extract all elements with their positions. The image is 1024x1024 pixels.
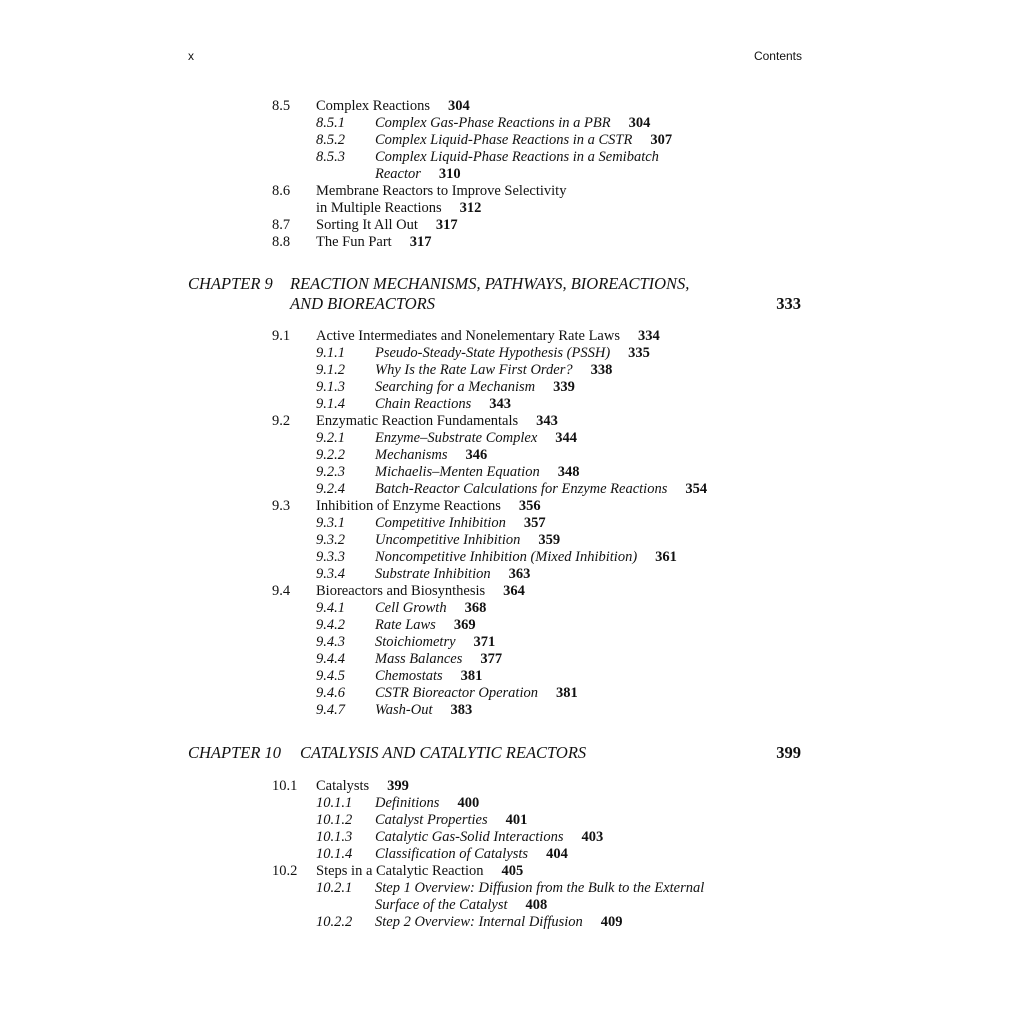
toc-subsection[interactable] [0, 379, 1024, 396]
toc-subsection[interactable] [0, 396, 1024, 413]
toc-section[interactable] [0, 183, 1024, 217]
entry-title-text: Pseudo-Steady-State Hypothesis (PSSH) [375, 345, 611, 361]
entry-title [375, 481, 707, 498]
entry-number: 9.4.1 [316, 600, 345, 616]
entry-page-number: 356 [518, 498, 541, 514]
entry-title-text: Mass Balances [375, 651, 463, 667]
entry-number: 9.4.4 [316, 651, 345, 667]
entry-title [316, 413, 558, 430]
toc-section[interactable] [0, 98, 1024, 115]
entry-number: 10.1.4 [316, 846, 353, 862]
entry-title-text: CSTR Bioreactor Operation [375, 685, 538, 701]
entry-title-text: Complex Gas-Phase Reactions in a PBR [375, 115, 611, 131]
toc-subsection[interactable] [0, 651, 1024, 668]
toc-subsection[interactable] [0, 481, 1024, 498]
entry-number: 8.5.1 [316, 115, 345, 131]
entry-title [316, 234, 431, 251]
entry-number: 8.7 [272, 217, 291, 233]
entry-page-number: 408 [525, 897, 548, 913]
entry-page-number: 381 [460, 668, 483, 684]
entry-number: 9.1.1 [316, 345, 345, 361]
entry-title-text: Stoichiometry [375, 634, 456, 650]
entry-title-text: Classification of Catalysts [375, 846, 529, 862]
entry-title [375, 115, 650, 132]
entry-number: 9.2.1 [316, 430, 345, 446]
entry-title-text: The Fun Part [316, 234, 392, 250]
entry-page-number: 404 [546, 846, 568, 862]
entry-page-number: 348 [557, 464, 580, 480]
entry-title [375, 651, 502, 668]
entry-page-number: 377 [480, 651, 503, 667]
toc-subsection[interactable] [0, 846, 1024, 863]
toc-subsection[interactable] [0, 914, 1024, 931]
entry-title [375, 668, 482, 685]
entry-title-text: Steps in a Catalytic Reaction [316, 863, 484, 879]
entry-number: 9.4 [272, 583, 291, 599]
entry-page-number: 335 [628, 345, 650, 361]
entry-number: 9.3.2 [316, 532, 345, 548]
entry-page-number: 359 [538, 532, 561, 548]
toc-subsection[interactable] [0, 447, 1024, 464]
entry-page-number: 381 [555, 685, 578, 701]
entry-number: 9.2.2 [316, 447, 345, 463]
running-header: Contents [753, 49, 802, 63]
entry-title [316, 217, 458, 234]
entry-title [375, 829, 603, 846]
chapter-label: CHAPTER 9 [188, 274, 273, 293]
entry-page-number: 361 [655, 549, 677, 565]
entry-title [375, 600, 486, 617]
entry-page-number: 409 [600, 914, 623, 930]
entry-page-number: 401 [505, 812, 528, 828]
toc-subsection[interactable] [0, 362, 1024, 379]
entry-page-number: 304 [628, 115, 651, 131]
entry-title-text: Why Is the Rate Law First Order? [375, 362, 573, 378]
entry-page-number: 312 [459, 200, 482, 216]
entry-page-number: 317 [409, 234, 432, 250]
entry-title [375, 430, 577, 447]
toc-subsection[interactable] [0, 430, 1024, 447]
toc-subsection[interactable] [0, 685, 1024, 702]
toc-subsection[interactable] [0, 829, 1024, 846]
entry-number: 9.4.2 [316, 617, 345, 633]
toc-subsection[interactable] [0, 702, 1024, 719]
toc-subsection[interactable] [0, 880, 1024, 914]
entry-title [375, 795, 479, 812]
entry-number: 10.2 [272, 863, 298, 879]
toc-subsection[interactable] [0, 515, 1024, 532]
entry-number: 9.4.7 [316, 702, 345, 718]
entry-title [375, 812, 527, 829]
toc-section[interactable] [0, 413, 1024, 430]
entry-page-number: 403 [581, 829, 604, 845]
entry-page-number: 405 [501, 863, 524, 879]
entry-title: Membrane Reactors to Improve Selectivity [316, 183, 567, 199]
entry-number: 9.1.4 [316, 396, 345, 412]
entry-title-text: Noncompetitive Inhibition (Mixed Inhibition) [375, 549, 638, 565]
entry-title [375, 345, 650, 362]
entry-page-number: 357 [523, 515, 546, 531]
entry-number: 9.2.4 [316, 481, 345, 497]
chapter-label: CHAPTER 10 [188, 743, 282, 762]
entry-page-number: 364 [503, 583, 525, 599]
entry-number: 10.2.1 [316, 880, 353, 896]
entry-page-number: 343 [489, 396, 512, 412]
entry-page-number: 346 [465, 447, 488, 463]
entry-title [375, 132, 672, 149]
entry-number: 10.1 [272, 778, 298, 794]
toc-subsection[interactable] [0, 149, 1024, 183]
toc-subsection[interactable] [0, 345, 1024, 362]
entry-number: 9.2 [272, 413, 291, 429]
entry-title-text: Reactor [375, 166, 421, 182]
entry-page-number: 371 [473, 634, 496, 650]
entry-title [375, 846, 568, 863]
entry-title [316, 200, 481, 217]
entry-title [375, 634, 495, 651]
entry-title [375, 566, 530, 583]
toc-subsection[interactable] [0, 132, 1024, 149]
entry-title-text: Mechanisms [375, 447, 448, 463]
entry-title-text: in Multiple Reactions [316, 200, 442, 216]
entry-title [375, 897, 547, 914]
entry-title [375, 702, 472, 719]
toc-section[interactable] [0, 778, 1024, 795]
toc-section[interactable] [0, 328, 1024, 345]
entry-page-number: 343 [536, 413, 558, 429]
entry-title-text: Cell Growth [375, 600, 447, 616]
toc-subsection[interactable] [0, 464, 1024, 481]
entry-title-text: Batch-Reactor Calculations for Enzyme Reactions [375, 481, 668, 497]
entry-title-text: Bioreactors and Biosynthesis [316, 583, 486, 599]
entry-title-text: Complex Liquid-Phase Reactions in a CSTR [375, 132, 633, 148]
entry-number: 10.1.1 [316, 795, 353, 811]
entry-page-number: 368 [464, 600, 487, 616]
entry-title-text: Chemostats [375, 668, 443, 684]
entry-page-number: 363 [508, 566, 531, 582]
entry-title [375, 447, 487, 464]
entry-title-text: Complex Reactions [316, 98, 430, 114]
entry-number: 8.5.2 [316, 132, 345, 148]
chapter-page-number: 333 [776, 294, 801, 313]
entry-number: 9.1.3 [316, 379, 345, 395]
entry-title [375, 379, 575, 396]
entry-number: 8.5 [272, 98, 291, 114]
chapter-page-number: 399 [776, 743, 801, 762]
chapter-title: AND BIOREACTORS [290, 294, 435, 313]
entry-title-text: Wash-Out [375, 702, 433, 718]
entry-title [316, 328, 660, 345]
entry-title-text: Rate Laws [375, 617, 436, 633]
entry-title [375, 532, 560, 549]
toc-section[interactable] [0, 217, 1024, 234]
entry-page-number: 339 [553, 379, 575, 395]
toc-subsection[interactable] [0, 634, 1024, 651]
toc-section[interactable] [0, 583, 1024, 600]
entry-title [316, 583, 525, 600]
entry-page-number: 383 [450, 702, 473, 718]
entry-number: 9.4.5 [316, 668, 345, 684]
entry-title-text: Step 2 Overview: Internal Diffusion [375, 914, 583, 930]
toc-subsection[interactable] [0, 532, 1024, 549]
entry-number: 10.1.2 [316, 812, 353, 828]
entry-number: 10.1.3 [316, 829, 353, 845]
entry-page-number: 354 [685, 481, 708, 497]
entry-page-number: 304 [447, 98, 470, 114]
entry-page-number: 399 [387, 778, 409, 794]
entry-title [375, 685, 578, 702]
entry-title [375, 362, 612, 379]
entry-number: 9.1 [272, 328, 291, 344]
entry-title [375, 515, 546, 532]
entry-title-text: Uncompetitive Inhibition [375, 532, 521, 548]
entry-number: 9.4.6 [316, 685, 345, 701]
entry-number: 9.4.3 [316, 634, 345, 650]
entry-page-number: 344 [555, 430, 578, 446]
chapter-title: REACTION MECHANISMS, PATHWAYS, BIOREACTIONS, [290, 274, 690, 293]
entry-title-text: Sorting It All Out [316, 217, 418, 233]
entry-title [316, 778, 409, 795]
toc-subsection[interactable] [0, 566, 1024, 583]
entry-number: 9.3.3 [316, 549, 345, 565]
toc-section[interactable] [0, 863, 1024, 880]
entry-page-number: 369 [453, 617, 476, 633]
entry-title-text: Inhibition of Enzyme Reactions [316, 498, 501, 514]
entry-number: 9.3.4 [316, 566, 345, 582]
entry-title-text: Michaelis–Menten Equation [375, 464, 540, 480]
entry-title-text: Definitions [375, 795, 440, 811]
entry-page-number: 307 [650, 132, 673, 148]
entry-page-number: 400 [457, 795, 480, 811]
entry-title [316, 498, 541, 515]
entry-title [375, 549, 677, 566]
toc-subsection[interactable] [0, 668, 1024, 685]
chapter-title: CATALYSIS AND CATALYTIC REACTORS [300, 743, 587, 762]
entry-title: Complex Liquid-Phase Reactions in a Semibatch [375, 149, 659, 165]
entry-title-text: Catalytic Gas-Solid Interactions [375, 829, 564, 845]
entry-page-number: 334 [637, 328, 660, 344]
entry-number: 9.1.2 [316, 362, 345, 378]
entry-number: 9.2.3 [316, 464, 345, 480]
entry-title-text: Catalysts [316, 778, 370, 794]
toc-subsection[interactable] [0, 795, 1024, 812]
toc-subsection[interactable] [0, 617, 1024, 634]
toc-subsection[interactable] [0, 549, 1024, 566]
toc-section[interactable] [0, 498, 1024, 515]
entry-title-text: Active Intermediates and Nonelementary Rate Laws [316, 328, 620, 344]
entry-page-number: 310 [438, 166, 461, 182]
entry-title-text: Substrate Inhibition [375, 566, 491, 582]
toc-subsection[interactable] [0, 115, 1024, 132]
entry-page-number: 338 [590, 362, 613, 378]
entry-title [375, 464, 579, 481]
entry-title [375, 914, 623, 931]
entry-title: Step 1 Overview: Diffusion from the Bulk to the External [375, 880, 705, 896]
entry-number: 8.5.3 [316, 149, 345, 165]
entry-title [375, 617, 476, 634]
toc-subsection[interactable] [0, 600, 1024, 617]
entry-title-text: Chain Reactions [375, 396, 472, 412]
entry-number: 9.3 [272, 498, 291, 514]
toc-subsection[interactable] [0, 812, 1024, 829]
toc-section[interactable] [0, 234, 1024, 251]
entry-title [316, 863, 523, 880]
entry-title-text: Catalyst Properties [375, 812, 488, 828]
entry-number: 9.3.1 [316, 515, 345, 531]
entry-number: 10.2.2 [316, 914, 353, 930]
entry-title-text: Enzymatic Reaction Fundamentals [316, 413, 519, 429]
entry-title [375, 166, 461, 183]
entry-title [375, 396, 511, 413]
entry-title-text: Enzyme–Substrate Complex [375, 430, 538, 446]
entry-title-text: Searching for a Mechanism [375, 379, 536, 395]
entry-page-number: 317 [435, 217, 458, 233]
entry-title-text: Competitive Inhibition [375, 515, 506, 531]
page-number-roman: x [188, 49, 194, 63]
entry-number: 8.6 [272, 183, 291, 199]
entry-title [316, 98, 470, 115]
entry-title-text: Surface of the Catalyst [375, 897, 508, 913]
entry-number: 8.8 [272, 234, 291, 250]
